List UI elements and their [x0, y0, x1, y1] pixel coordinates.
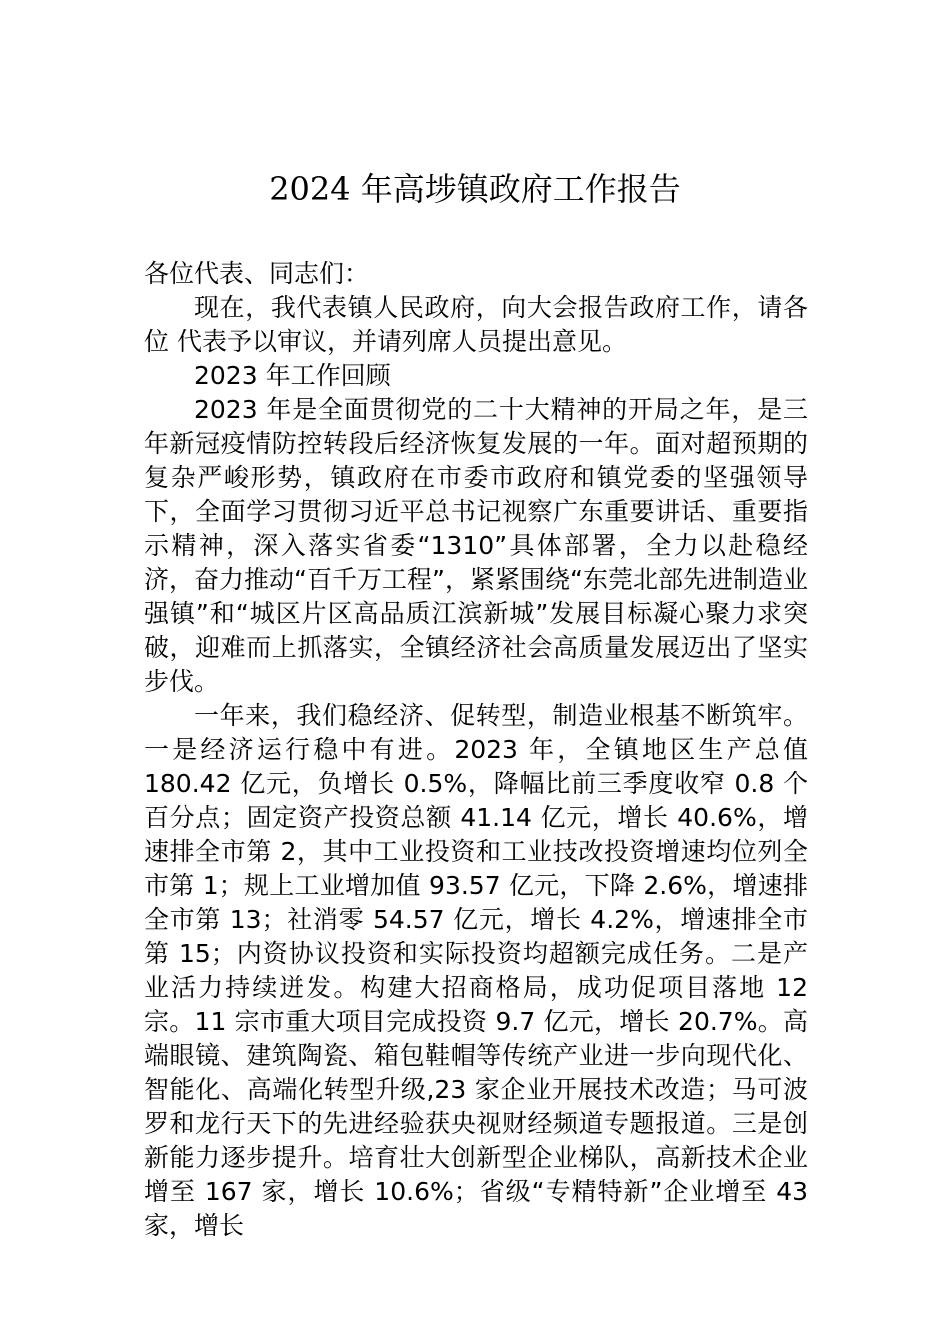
section-heading: 2023 年工作回顾 — [194, 361, 391, 390]
salutation: 各位代表、同志们： — [144, 259, 370, 288]
paragraph-overview: 2023 年是全面贯彻党的二十大精神的开局之年，是三年新冠疫情防控转段后经济恢复发展的一年。面对超预期的复杂严峻形势，镇政府在市委市政府和镇党委的坚强领导下，全面学习贯彻习近平总书记视察广东重要讲话、重要指示精神，深入落实省委“1310”具体部署，全力以赴稳经济，奋力推动“百千万工程”，紧紧围绕“东莞北部先进制造业强镇”和“城区片区高品质江滨新城”发展目标凝心聚力求突破，迎难而上抓落实，全镇经济社会高质量发展迈出了坚实步伐。 — [144, 395, 808, 696]
paragraph-economy: 一年来，我们稳经济、促转型，制造业根基不断筑牢。一是经济运行稳中有进。2023 年，全镇地区生产总值 180.42 亿元，负增长 0.5%，降幅比前三季度收窄 0.8 个百分点；固定资产投资总额 41.14 亿元，增长 40.6%，增速排全市第 2，其中工业投资和工业技改投资增速均位列全市第 1；规上工业增加值 93.57 亿元，下降 2.6%，增速排全市第 13；社消零 54.57 亿元，增长 4.2%，增速排全市第 15；内资协议投资和实际投资均超额完成任务。二是产业活力持续迸发。构建大招商格局，成功促项目落地 12 宗。11 宗市重大项目完成投资 9.7 亿元，增长 20.7%。高端眼镜、建筑陶瓷、箱包鞋帽等传统产业进一步向现代化、智能化、高端化转型升级,23 家企业开展技术改造；马可波罗和龙行天下的先进经验获央视财经频道专题报道。三是创新能力逐步提升。培育壮大创新型企业梯队，高新技术企业增至 167 家，增长 10.6%；省级“专精特新”企业增至 43 家，增长 — [144, 701, 808, 1240]
document-title: 2024 年高埗镇政府工作报告 — [269, 170, 681, 208]
paragraph-intro: 现在，我代表镇人民政府，向大会报告政府工作，请各位 代表予以审议，并请列席人员提出意见。 — [144, 293, 808, 356]
document-body — [144, 257, 808, 1243]
